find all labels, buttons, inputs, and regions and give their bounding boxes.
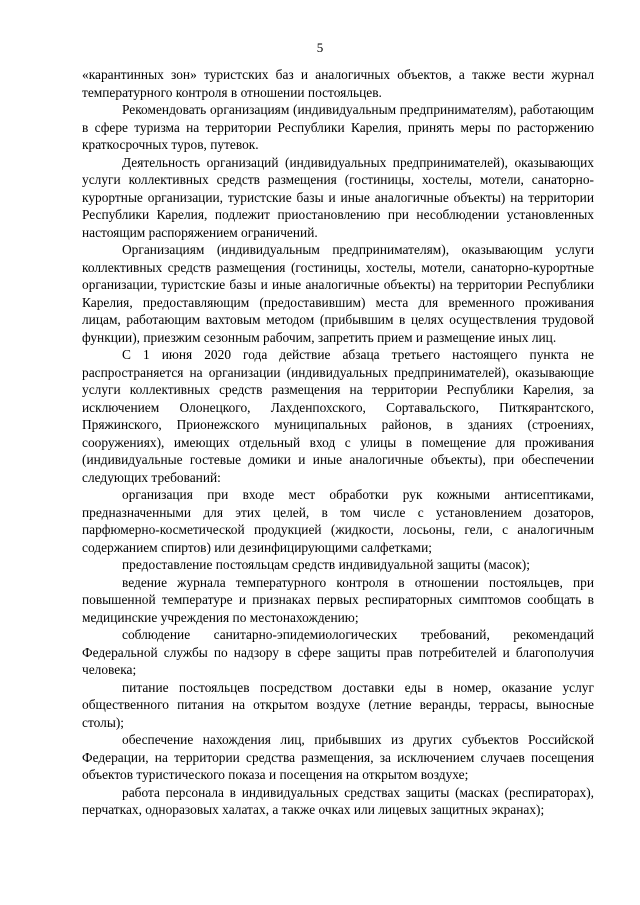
paragraph-8: ведение журнала температурного контроля в отношении постояльцев, при повышенной температуре и признаках первых респираторных симптомов сообщать в медицинские учреждения по местонахождению; bbox=[82, 574, 594, 625]
paragraph-10: питание постояльцев посредством доставки еды в номер, оказание услуг общественного питания на открытом воздухе (летние веранды, террасы, выносные столы); bbox=[82, 679, 594, 730]
paragraph-3: Деятельность организаций (индивидуальных предпринимателей), оказывающих услуги коллективных средств размещения (гостиницы, хостелы, мотели, санаторно-курортные организации, туристские базы и иные аналогичные объекты) на территории Республики Карелия, подлежит приостановлению при несоблюдении установленных настоящим распоряжением ограничений. bbox=[82, 154, 594, 240]
paragraph-12: работа персонала в индивидуальных средствах защиты (масках (респираторах), перчатках, одноразовых халатах, а также очках или лицевых защитных экранах); bbox=[82, 784, 594, 817]
paragraph-4: Организациям (индивидуальным предпринимателям), оказывающим услуги коллективных средств размещения (гостиницы, хостелы, мотели, санаторно-курортные организации, туристские базы и иные аналогичные объекты) на территории Республики Карелия, предоставляющим (предоставившим) места для временного проживания лицам, работающим вахтовым методом (прибывшим в целях осуществления трудовой функции), приезжим сезонным рабочим, запретить прием и размещение иных лиц. bbox=[82, 242, 594, 345]
paragraph-1: «карантинных зон» туристских баз и аналогичных объектов, а также вести журнал температурного контроля в отношении постояльцев. bbox=[82, 67, 594, 100]
paragraph-5: С 1 июня 2020 года действие абзаца третьего настоящего пункта не распространяется на организации (индивидуальных предпринимателей), оказывающие услуги коллективных средств размещения на территории Республики Карелия, за исключением Олонецкого, Лахденпохского, Сортавальского, Питкярантского, Пряжинского, Прионежского муниципальных районов, в зданиях (строениях, сооружениях), имеющих отдельный вход с улицы в помещение для проживания (индивидуальные гостевые домики и иные аналогичные объекты), при обеспечении следующих требований: bbox=[82, 347, 594, 485]
paragraph-2: Рекомендовать организациям (индивидуальным предпринимателям), работающим в сфере туризма на территории Республики Карелия, принять меры по расторжению краткосрочных туров, путевок. bbox=[82, 102, 594, 152]
paragraph-11: обеспечение нахождения лиц, прибывших из других субъектов Российской Федерации, на территории средства размещения, за исключением случаев посещения объектов туристического показа и посещения на открытом воздухе; bbox=[82, 732, 594, 782]
paragraph-7: предоставление постояльцам средств индивидуальной защиты (масок); bbox=[122, 557, 530, 572]
paragraph-6: организация при входе мест обработки рук кожными антисептиками, предназначенными для этих целей, в том числе с установлением дозаторов, парфюмерно-косметической продукцией (жидкости, лосьоны, гели, с аналогичным содержанием спиртов) или дезинфицирующими салфетками; bbox=[82, 487, 594, 555]
page-number: 5 bbox=[316, 40, 324, 55]
paragraph-9: соблюдение санитарно-эпидемиологических требований, рекомендаций Федеральной службы по надзору в сфере защиты прав потребителей и благополучия человека; bbox=[82, 627, 594, 677]
document-body bbox=[82, 66, 594, 819]
